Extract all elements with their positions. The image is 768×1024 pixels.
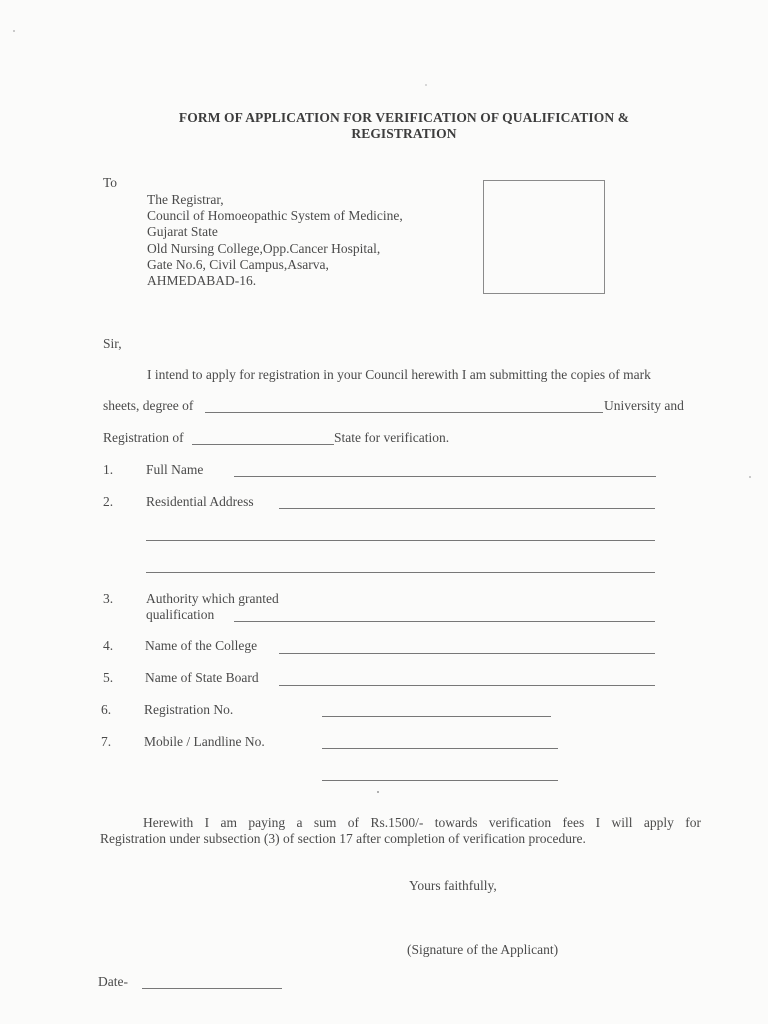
form-title-line2: REGISTRATION: [351, 126, 457, 141]
mobile-field-line[interactable]: [322, 748, 558, 749]
residential-address-field-line-2[interactable]: [146, 540, 655, 541]
degree-label: sheets, degree of: [103, 398, 194, 413]
full-name-label: Full Name: [146, 462, 204, 477]
field-number: 6.: [101, 702, 112, 717]
scan-speck: [425, 84, 427, 86]
scan-speck: [13, 30, 15, 32]
full-name-field-line[interactable]: [234, 476, 656, 477]
date-field-line[interactable]: [142, 988, 282, 989]
registration-no-label: Registration No.: [144, 702, 234, 717]
photo-box: [483, 180, 605, 294]
address-line: The Registrar,: [147, 192, 224, 207]
field-number: 4.: [103, 638, 114, 653]
residential-address-label: Residential Address: [146, 494, 254, 509]
registration-of-label: Registration of: [103, 430, 184, 445]
state-verification-label: State for verification.: [334, 430, 450, 445]
registrar-address: [147, 192, 403, 289]
residential-address-field-line[interactable]: [279, 508, 655, 509]
address-line: Old Nursing College,Opp.Cancer Hospital,: [147, 240, 381, 256]
paragraph-line-1: I intend to apply for registration in your Council herewith I am submitting the copies of mark: [147, 367, 651, 382]
field-number: 2.: [103, 494, 114, 509]
salutation: Sir,: [103, 336, 122, 351]
landline-field-line[interactable]: [322, 780, 558, 781]
field-number: 1.: [103, 462, 114, 477]
residential-address-field-line-3[interactable]: [146, 572, 655, 573]
university-label: University and: [604, 398, 684, 413]
yours-faithfully: Yours faithfully,: [409, 878, 497, 893]
to-label: To: [103, 175, 118, 190]
address-line: AHMEDABAD-16.: [147, 273, 257, 289]
date-label: Date-: [98, 974, 128, 989]
authority-label-line2: qualification: [146, 607, 215, 622]
form-title-line1: FORM OF APPLICATION FOR VERIFICATION OF QUALIFICATION &: [178, 110, 630, 125]
fee-line-1: Herewith I am paying a sum of Rs.1500/- towards verification fees I will apply for: [143, 815, 701, 830]
address-line: Gate No.6, Civil Campus,Asarva,: [147, 256, 329, 272]
registration-no-field-line[interactable]: [322, 716, 551, 717]
field-number: 5.: [103, 670, 114, 685]
state-board-field-line[interactable]: [279, 685, 655, 686]
form-title: [0, 110, 768, 142]
state-field-line[interactable]: [192, 444, 334, 445]
college-name-field-line[interactable]: [279, 653, 655, 654]
authority-field-line[interactable]: [234, 621, 655, 622]
fee-line-2: Registration under subsection (3) of section 17 after completion of verification procedure.: [100, 831, 586, 846]
scan-speck: [749, 476, 751, 478]
mobile-landline-label: Mobile / Landline No.: [144, 734, 265, 749]
degree-field-line[interactable]: [205, 412, 603, 413]
address-line: Council of Homoeopathic System of Medicine,: [147, 208, 403, 224]
signature-label: (Signature of the Applicant): [407, 942, 559, 957]
address-line: Gujarat State: [147, 224, 218, 240]
college-name-label: Name of the College: [145, 638, 258, 653]
fee-paragraph: [100, 815, 701, 847]
authority-label-line1: Authority which granted: [146, 591, 279, 606]
field-number: 7.: [101, 734, 112, 749]
scan-speck: [377, 791, 379, 793]
state-board-label: Name of State Board: [145, 670, 259, 685]
field-number: 3.: [103, 591, 114, 606]
